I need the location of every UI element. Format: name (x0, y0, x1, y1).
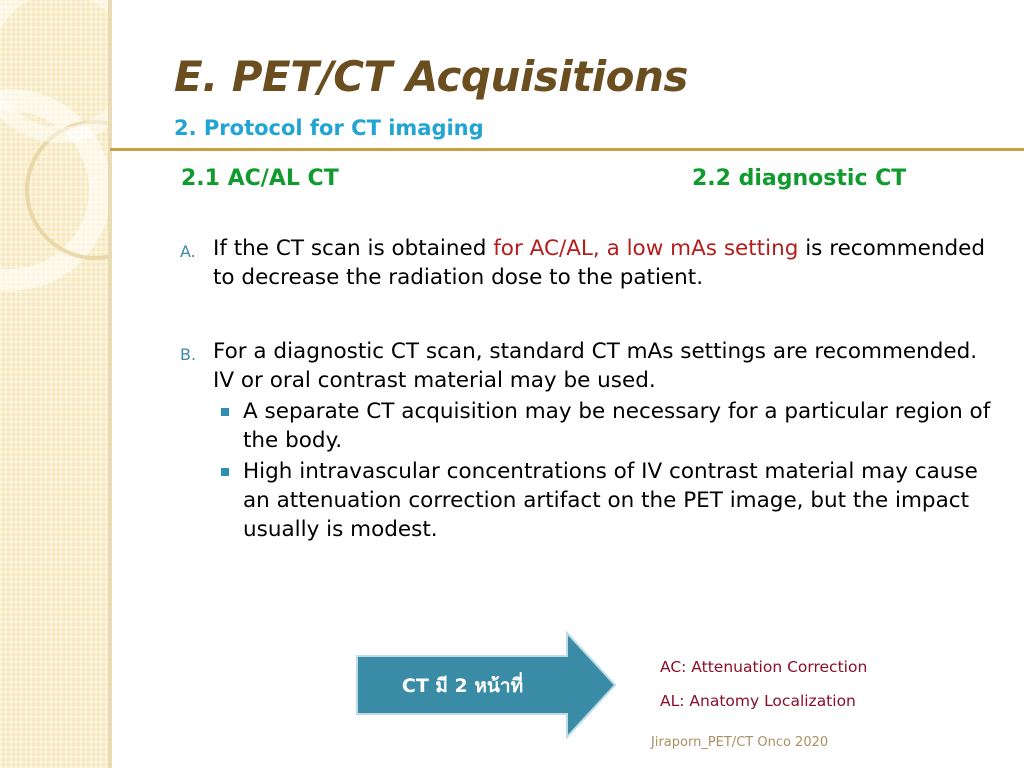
square-bullet-icon (221, 408, 229, 416)
item-b (180, 337, 1000, 544)
title-divider (110, 148, 1024, 151)
item-letter: B. (180, 345, 197, 364)
column-heading-diagnostic: 2.2 diagnostic CT (692, 166, 907, 191)
item-b-text: For a diagnostic CT scan, standard CT mAs settings are recommended. IV or oral contrast material may be used. (213, 339, 978, 393)
slide-subtitle: 2. Protocol for CT imaging (174, 116, 484, 140)
note-ac: AC: Attenuation Correction (660, 658, 868, 676)
bullet-text: A separate CT acquisition may be necessary for a particular region of the body. (243, 399, 991, 453)
note-al: AL: Anatomy Localization (660, 692, 856, 710)
slide-title: E. PET/CT Acquisitions (174, 52, 688, 101)
arrow-label: CT มี 2 หน้าที่ (401, 675, 524, 697)
bullet-text: High intravascular concentrations of IV contrast material may cause an attenuation correction artifact on the PET image, but the impact usually is modest. (243, 459, 978, 542)
item-a-highlight: for AC/AL, a low mAs setting (493, 236, 799, 261)
column-heading-ac-al: 2.1 AC/AL CT (181, 166, 339, 191)
decorative-circles (0, 0, 110, 768)
arrow-callout (355, 631, 620, 739)
list-item (180, 397, 1000, 455)
item-a-text (180, 234, 1000, 292)
square-bullet-icon (221, 468, 229, 476)
decorative-sidebar (0, 0, 110, 768)
item-a-text-start: If the CT scan is obtained (213, 236, 494, 261)
item-letter: A. (180, 242, 196, 261)
item-a-text-end: is recommended to decrease the radiation dose to the patient. (213, 236, 986, 290)
sidebar-edge (108, 0, 112, 768)
item-a (180, 234, 1000, 292)
list-item (180, 457, 1000, 544)
footer-credit: Jiraporn_PET/CT Onco 2020 (651, 735, 829, 750)
